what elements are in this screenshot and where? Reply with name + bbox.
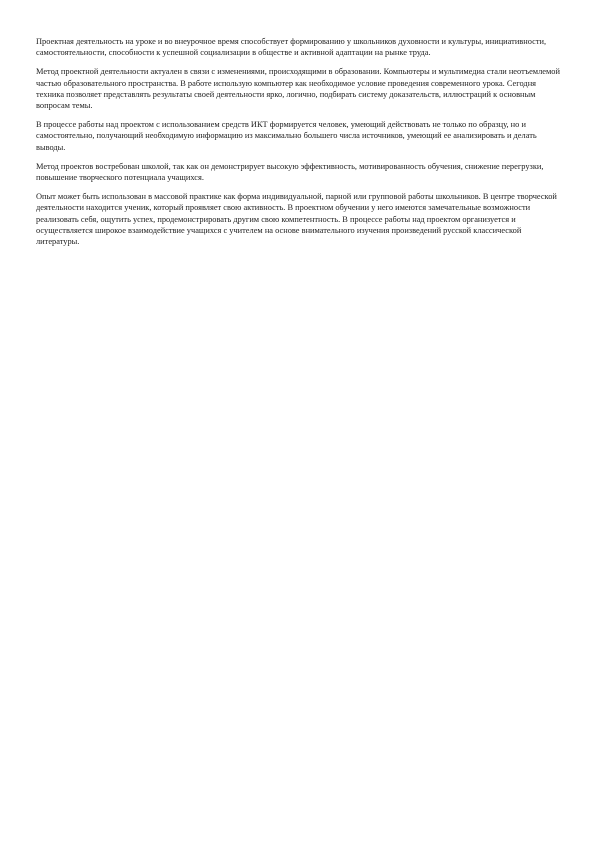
paragraph-1: Проектная деятельность на уроке и во внеурочное время способствует формированию у школьников духовности и культуры, инициативности, самостоятельности, способности к успешной социализации в обществе и активной адаптации на рынке труда. <box>36 37 547 58</box>
document-body <box>36 36 560 255</box>
paragraph-3: В процессе работы над проектом с использованием средств ИКТ формируется человек, умеющий действовать не только по образцу, но и самостоятельно, получающий необходимую информацию из максимально большего числа источников, умеющий ее анализировать и делать выводы. <box>36 120 537 152</box>
paragraph-4: Метод проектов востребован школой, так как он демонстрирует высокую эффективность, мотивированность обучения, снижение перегрузки, повышение творческого потенциала учащихся. <box>36 161 544 183</box>
paragraph-5: Опыт может быть использован в массовой практике как форма индивидуальной, парной или групповой работы школьников. В центре творческой деятельности находится ученик, который проявляет свою активность. В проектном обучении у него имеются замечательные возможности реализовать себя, ощутить успех, продемонстрировать другим свою компетентность. В процессе работы над проектом организуется и осуществляется широкое взаимодействие учащихся с учителем на основе внимательного изучения произведений русской классической литературы. <box>36 192 557 247</box>
paragraph-2: Метод проектной деятельности актуален в связи с изменениями, происходящими в образовании. Компьютеры и мультимедиа стали неотъемлемой частью образовательного пространства. В работе использую компьютер как необходимое условие проведения современного урока. Сегодня техника позволяет представлять результаты своей деятельности ярко, логично, подбирать систему доказательств, иллюстраций к основным вопросам темы. <box>36 67 560 111</box>
